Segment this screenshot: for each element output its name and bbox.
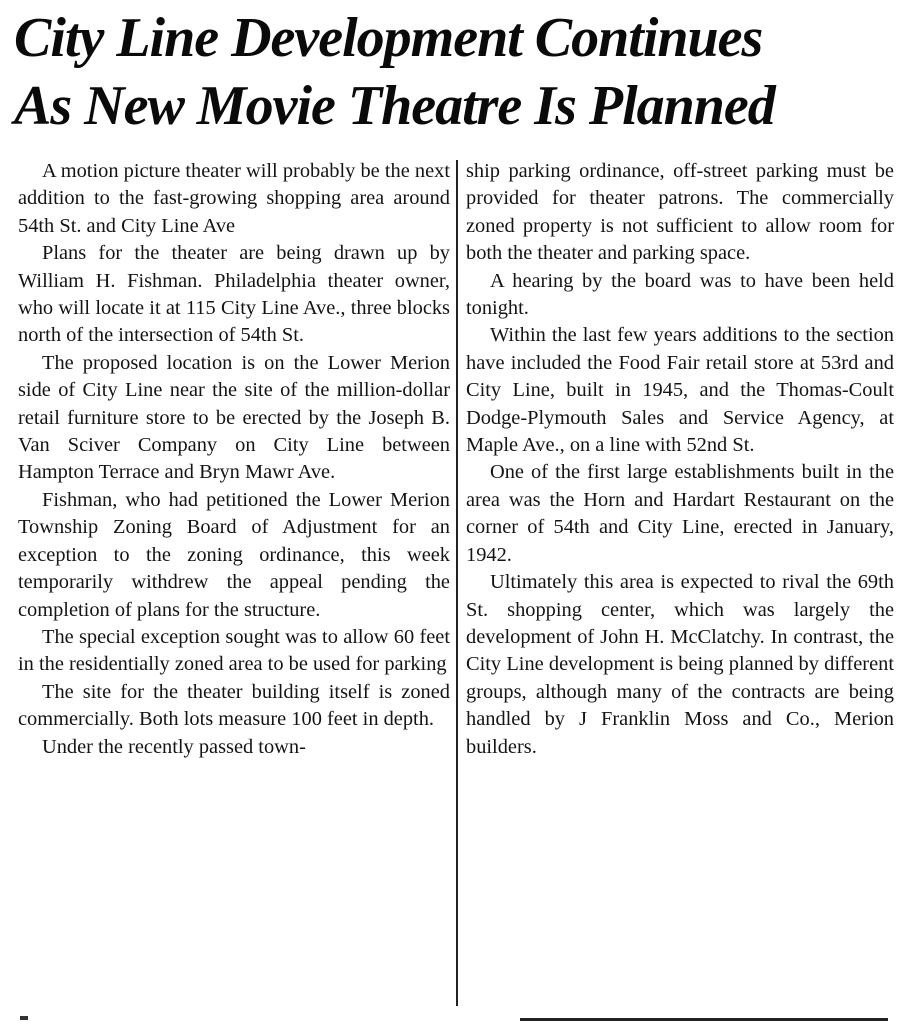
paragraph: Ultimately this area is expected to rival the 69th St. shopping center, which was largely the development of John H. McClatchy. In contrast, the City Line development is being planned by different groups, although many of the contracts are being handled by J Franklin Moss and Co., Merion builders. <box>466 571 894 758</box>
paragraph-continued: ship parking ordinance, off-street parking must be provided for theater patrons. The commercially zoned property is not sufficient to allow room for both the theater and parking space. <box>466 160 894 265</box>
paragraph: One of the first large establishments built in the area was the Horn and Hardart Restaurant on the corner of 54th and City Line, erected in January, 1942. <box>466 461 894 566</box>
article-headline <box>14 4 894 140</box>
headline-line-1: City Line Development Continues <box>14 7 763 69</box>
column-divider <box>456 160 458 1006</box>
headline-line-2: As New Movie Theatre Is Planned <box>14 75 775 137</box>
paragraph: Within the last few years additions to the section have included the Food Fair retail store at 53rd and City Line, built in 1945, and the Thomas-Coult Dodge-Plymouth Sales and Service Agency, at Maple Ave., on a line with 52nd St. <box>466 324 894 457</box>
end-rule <box>520 1018 888 1021</box>
paragraph: The proposed location is on the Lower Merion side of City Line near the site of the million-dollar retail furniture store to be erected by the Joseph B. Van Sciver Company on City Line between Hampton Terrace and Bryn Mawr Ave. <box>18 351 450 484</box>
paragraph: Plans for the theater are being drawn up by William H. Fishman. Philadelphia theater owner, who will locate it at 115 City Line Ave., three blocks north of the intersection of 54th St. <box>18 242 450 347</box>
print-mark <box>20 1016 28 1020</box>
paragraph: The site for the theater building itself is zoned commercially. Both lots measure 100 feet in depth. <box>18 680 450 731</box>
paragraph: Fishman, who had petitioned the Lower Merion Township Zoning Board of Adjustment for an exception to the zoning ordinance, this week temporarily withdrew the appeal pending the completion of plans for the structure. <box>18 488 450 621</box>
left-column <box>18 158 450 761</box>
right-column <box>466 158 894 761</box>
paragraph: Under the recently passed town- <box>42 735 306 758</box>
paragraph: A hearing by the board was to have been held tonight. <box>466 269 894 320</box>
paragraph: The special exception sought was to allow 60 feet in the residentially zoned area to be used for parking <box>18 625 450 676</box>
paragraph: A motion picture theater will probably be the next addition to the fast-growing shopping area around 54th St. and City Line Ave <box>18 160 450 237</box>
